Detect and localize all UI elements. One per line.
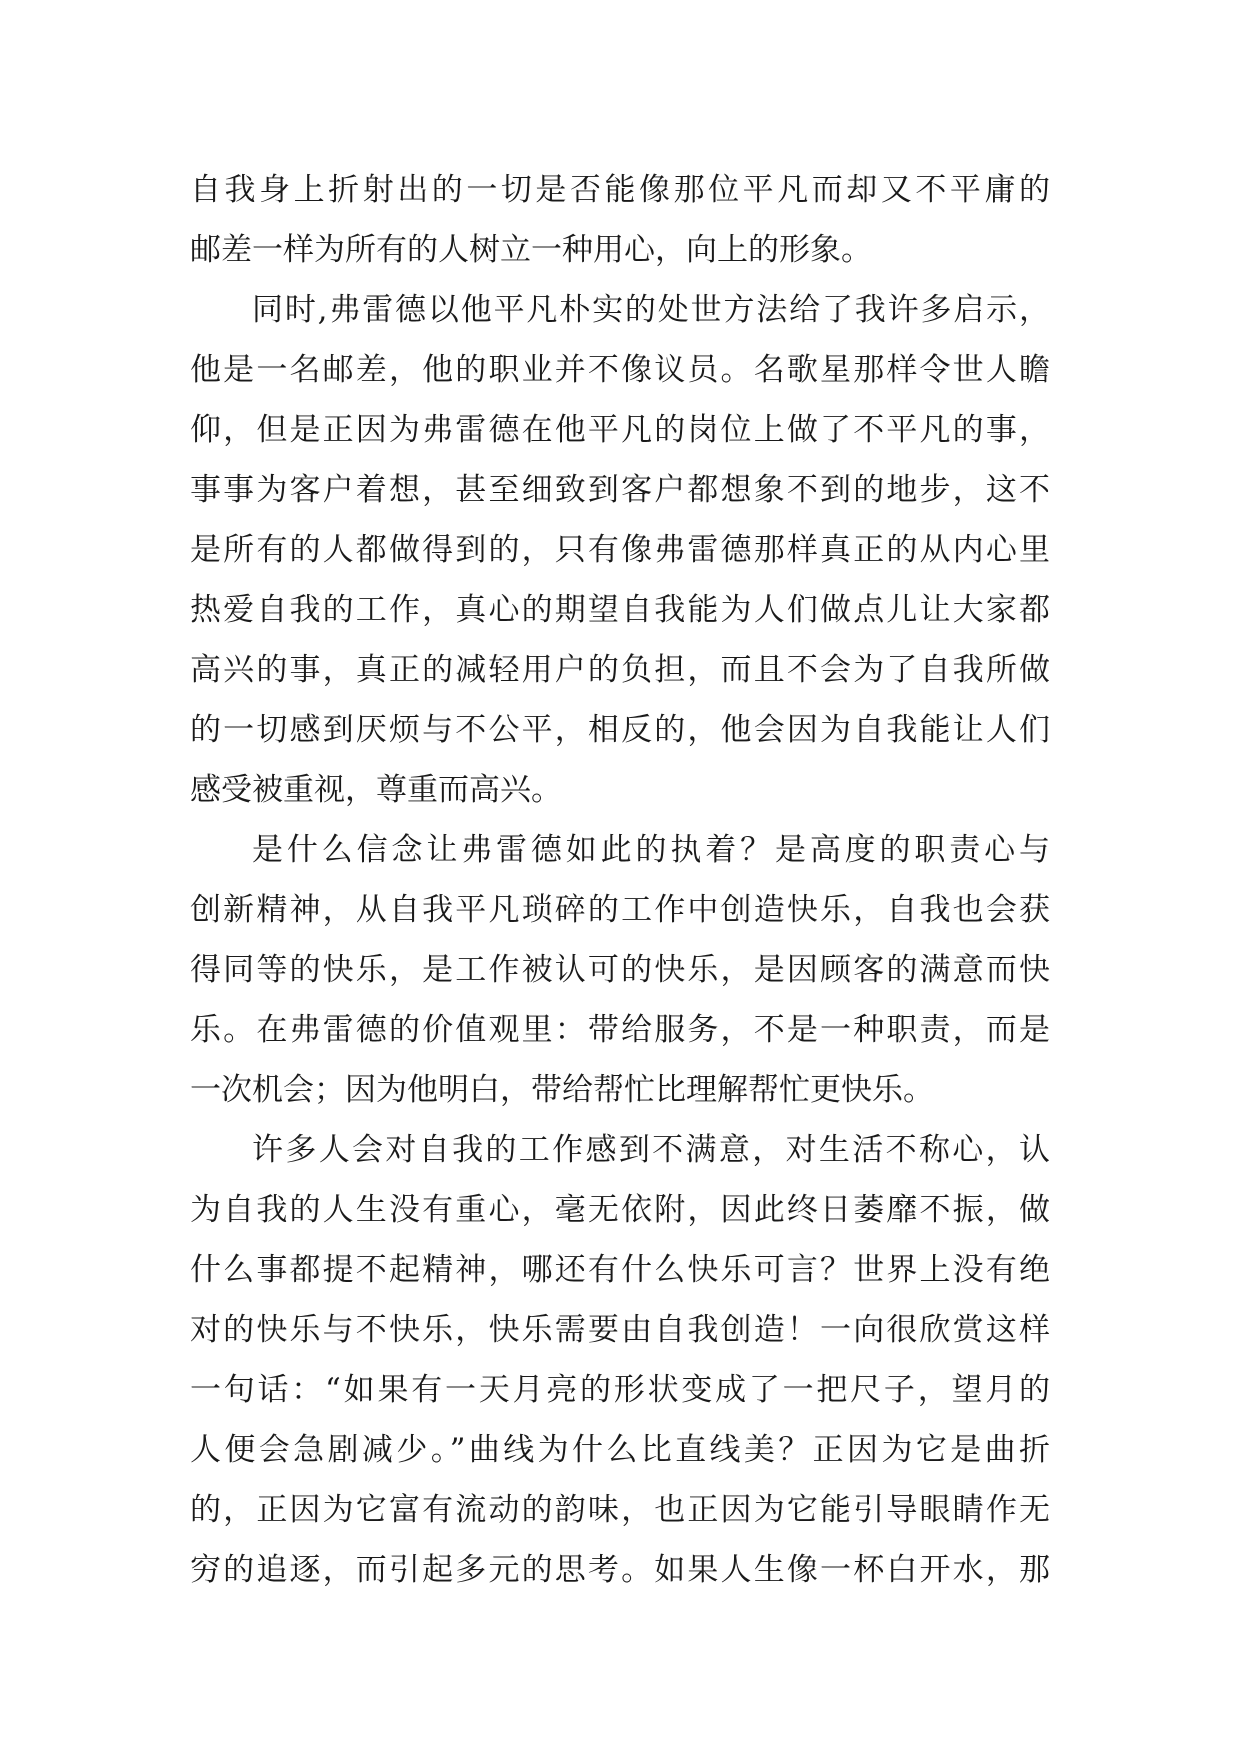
text-line: 热爱自我的工作，真心的期望自我能为人们做点儿让大家都 — [190, 592, 1050, 628]
text-line: 对的快乐与不快乐，快乐需要由自我创造！一向很欣赏这样 — [190, 1312, 1050, 1348]
text-line: 人便会急剧减少。”曲线为什么比直线美？正因为它是曲折 — [190, 1432, 1050, 1468]
body-text — [190, 160, 1050, 1600]
text-line: 得同等的快乐，是工作被认可的快乐，是因顾客的满意而快 — [190, 952, 1050, 988]
text-line: 事事为客户着想，甚至细致到客户都想象不到的地步，这不 — [190, 472, 1050, 508]
text-line: 一句话：“如果有一天月亮的形状变成了一把尺子，望月的 — [190, 1372, 1050, 1408]
text-line: 创新精神，从自我平凡琐碎的工作中创造快乐，自我也会获 — [190, 892, 1050, 928]
text-line: 是所有的人都做得到的，只有像弗雷德那样真正的从内心里 — [190, 532, 1050, 568]
text-line: 仰，但是正因为弗雷德在他平凡的岗位上做了不平凡的事， — [190, 412, 1050, 448]
text-line: 同时,弗雷德以他平凡朴实的处世方法给了我许多启示， — [252, 292, 1050, 328]
text-line: 什么事都提不起精神，哪还有什么快乐可言？世界上没有绝 — [190, 1252, 1050, 1288]
text-line: 为自我的人生没有重心，毫无依附，因此终日萎靡不振，做 — [190, 1192, 1050, 1228]
text-line: 邮差一样为所有的人树立一种用心，向上的形象。 — [190, 232, 872, 268]
text-line: 穷的追逐，而引起多元的思考。如果人生像一杯白开水，那 — [190, 1552, 1050, 1588]
text-line: 感受被重视，尊重而高兴。 — [190, 772, 562, 808]
text-line: 的一切感到厌烦与不公平，相反的，他会因为自我能让人们 — [190, 712, 1050, 748]
text-line: 许多人会对自我的工作感到不满意，对生活不称心，认 — [252, 1132, 1050, 1168]
text-line: 是什么信念让弗雷德如此的执着？是高度的职责心与 — [252, 832, 1050, 868]
text-line: 他是一名邮差，他的职业并不像议员。名歌星那样令世人瞻 — [190, 352, 1050, 388]
text-line: 一次机会；因为他明白，带给帮忙比理解帮忙更快乐。 — [190, 1072, 934, 1108]
text-line: 乐。在弗雷德的价值观里：带给服务，不是一种职责，而是 — [190, 1012, 1050, 1048]
text-line: 高兴的事，真正的减轻用户的负担，而且不会为了自我所做 — [190, 652, 1050, 688]
text-line: 自我身上折射出的一切是否能像那位平凡而却又不平庸的 — [190, 172, 1050, 208]
text-line: 的，正因为它富有流动的韵味，也正因为它能引导眼睛作无 — [190, 1492, 1050, 1528]
